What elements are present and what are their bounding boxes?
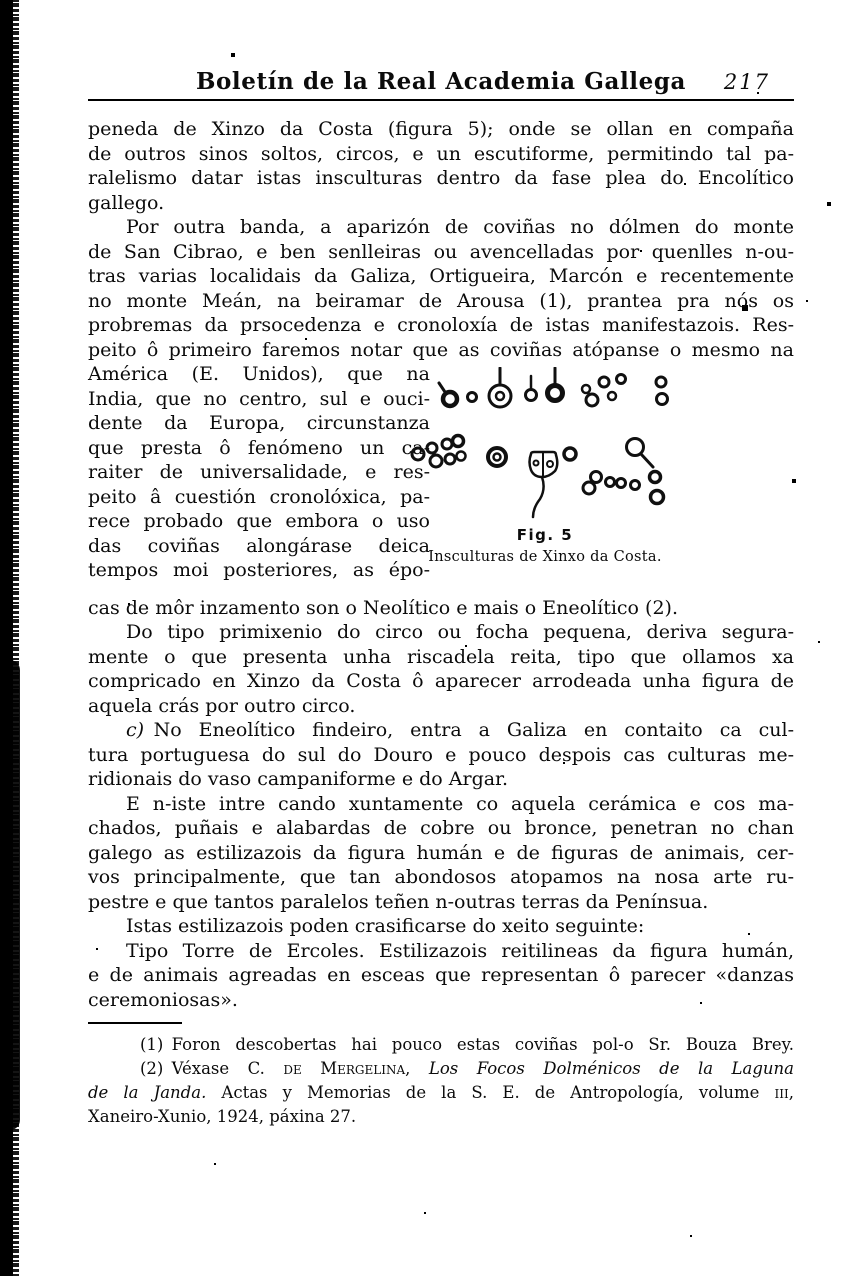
text-line: das coviñas alongárase deica (88, 534, 430, 557)
footnote-line: (1) Foron descobertas hai pouco estas coviñas pol-o Sr. Bouza Brey. (140, 1035, 794, 1054)
text-line: ridionais do vaso campaniforme e do Argar. (88, 768, 509, 790)
text-line: E n-iste intre cando xuntamente co aquela cerámica e cos ma- (126, 792, 794, 815)
petroglyph-figure (410, 367, 710, 522)
text-line: rece probado que embora o uso (88, 510, 430, 532)
text-line: mente o que presenta unha riscadela reita, tipo que ollamos xa (88, 645, 794, 668)
text-line: vos principalmente, que tan abondosos atopamos na nosa arte ru- (88, 866, 794, 888)
footnote-line (88, 1057, 794, 1081)
text-line: América (E. Unidos), que na (88, 363, 430, 385)
text-line: compricado en Xinzo da Costa ô aparecer arrodeada unha figura de (88, 670, 794, 692)
header-rule (88, 99, 794, 101)
text-line: Istas estilizazois poden crasificarse do xeito seguinte: (126, 915, 645, 937)
footnote-line (88, 1081, 794, 1105)
text-line: Tipo Torre de Ercoles. Estilizazois reitilineas da figura humán, (126, 939, 794, 962)
figure-5 (410, 367, 740, 577)
figure-label: Fig. 5 (516, 526, 574, 544)
item-letter: c) (126, 719, 145, 741)
text-line: aquela crás por outro circo. (88, 694, 356, 717)
text-line: probremas da prsocedenza e cronoloxía de istas manifestazois. Res- (88, 314, 794, 336)
scan-noise (0, 0, 2, 2)
footnote-line: Xaneiro-Xunio, 1924, páxina 27. (88, 1107, 357, 1126)
volume-numeral: iii (774, 1083, 789, 1102)
text-line: ceremoniosas». (88, 988, 238, 1011)
text-line: tempos moi posteriores, as épo- (88, 559, 430, 581)
text-line: tura portuguesa do sul do Douro e pouco despois cas culturas me- (88, 743, 794, 766)
cited-title: Los Focos Dolménicos de la Laguna (428, 1059, 794, 1078)
text-line: peito â cuestión cronolóxica, pa- (88, 485, 430, 508)
running-header (88, 0, 794, 103)
text-line: peito ô primeiro faremos notar que as coviñas atópanse o mesmo na (88, 338, 794, 361)
text-line: de San Cibrao, e ben senlleiras ou avencelladas por quenlles n-ou- (88, 240, 794, 263)
text-line: Do tipo primixenio do circo ou focha pequena, deriva segura- (126, 621, 794, 643)
text-line: dente da Europa, circunstanza (88, 412, 430, 434)
text-line: que presta ô fenómeno un ca- (88, 436, 430, 459)
text-segment: No Eneolítico findeiro, entra a Galiza en contaito ca cul- (144, 719, 794, 741)
text-line: peneda de Xinzo da Costa (figura 5); onde se ollan en compaña (88, 118, 794, 140)
text-line: galego as estilizazois da figura humán e de figuras de animais, cer- (88, 841, 794, 864)
cited-title: de la Janda. (88, 1083, 207, 1102)
text-line: chados, puñais e alabardas de cobre ou bronce, penetran no chan (88, 817, 794, 839)
text-line: no monte Meán, na beiramar de Arousa (1), prantea pra nós os (88, 289, 794, 312)
text-line (88, 718, 794, 743)
cited-author: de Mergelina (283, 1059, 406, 1078)
text-line: pestre e que tantos paralelos teñen n-outras terras da Penínsua. (88, 890, 709, 913)
text-segment: Actas y Memorias de la S. E. de Antropología, volume (206, 1083, 775, 1102)
footnote-separator (88, 1022, 182, 1024)
binding-edge-bulge (0, 660, 20, 1130)
text-segment: , (405, 1059, 429, 1078)
text-line: gallego. (88, 191, 165, 214)
text-line: e de animais agreadas en esceas que representan ô parecer «danzas (88, 964, 794, 986)
body-text (88, 117, 794, 1012)
text-segment: , (788, 1083, 795, 1102)
footnotes (88, 1022, 794, 1129)
text-line: Por outra banda, a aparizón de coviñas no dólmen do monte (126, 216, 794, 238)
page-content (88, 0, 795, 1126)
page-number: 217 (723, 70, 770, 94)
text-line: de outros sinos soltos, circos, e un escutiforme, permitindo tal pa- (88, 142, 794, 165)
text-line: ralelismo datar istas insculturas dentro da fase plea do Encolítico (88, 167, 794, 189)
text-segment: (2) Véxase C. (140, 1059, 284, 1078)
journal-title: Boletín de la Real Academia Gallega (195, 68, 687, 95)
text-line: India, que no centro, sul e ouci- (88, 387, 430, 410)
text-line: tras varias localidais da Galiza, Ortigueira, Marcón e recentemente (88, 265, 794, 287)
text-line: cas de môr inzamento son o Neolítico e mais o Eneolítico (2). (88, 596, 678, 619)
text-line: raiter de universalidade, e res- (88, 461, 430, 483)
figure-caption: Insculturas de Xinxo da Costa. (428, 549, 662, 565)
